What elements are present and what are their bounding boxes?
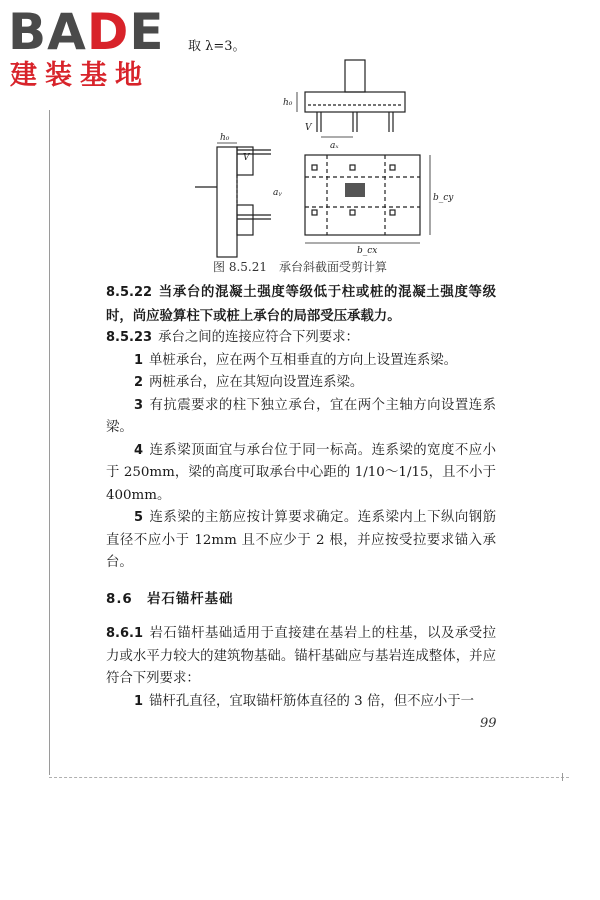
clause-8-5-23: 8.5.23 承台之间的连接应符合下列要求： xyxy=(106,330,359,345)
body-text xyxy=(106,281,496,713)
bottom-dashed-line xyxy=(49,777,569,778)
section-heading: 8.6 岩石锚杆基础 xyxy=(106,591,234,607)
label-bcx: b_cx xyxy=(357,246,378,256)
clause-8-6-1: 8.6.1 岩石锚杆基础适用于直接建在基岩上的柱基，以及承受拉力或水平力较大的建筑物基础。锚杆基础应与基岩连成整体，并应符合下列要求： xyxy=(106,626,496,686)
page-number: 99 xyxy=(480,716,497,731)
margin-line xyxy=(49,110,50,775)
label-v-left: V xyxy=(243,153,250,163)
figure-caption: 图 8.5.21 承台斜截面受剪计算 xyxy=(213,260,387,274)
label-ay: aᵧ xyxy=(273,188,282,198)
corner-tick xyxy=(562,773,563,781)
label-h0-left: h₀ xyxy=(220,133,230,143)
label-ax: aₓ xyxy=(330,141,339,151)
list-item: 5 连系梁的主筋应按计算要求确定。连系梁内上下纵向钢筋直径不应小于 12mm 且不应少于 2 根，并应按受拉要求锚入承台。 xyxy=(106,510,496,570)
list-item: 1 锚杆孔直径，宜取锚杆筋体直径的 3 倍，但不应小于一 xyxy=(134,693,475,709)
list-item: 3 有抗震要求的柱下独立承台，宜在两个主轴方向设置连系梁。 xyxy=(106,397,496,435)
list-item: 1 单桩承台，应在两个互相垂直的方向上设置连系梁。 xyxy=(134,352,458,368)
label-h0-top: h₀ xyxy=(283,98,293,108)
logo-wordmark: BADE xyxy=(8,3,165,61)
list-item: 2 两桩承台，应在其短向设置连系梁。 xyxy=(134,375,364,390)
bade-logo xyxy=(8,4,178,94)
list-item: 4 连系梁顶面宜与承台位于同一标高。连系梁的宽度不应小于 250mm，梁的高度可取承台中心距的 1/10～1/15，且不小于 400mm。 xyxy=(106,442,496,503)
pile-cap-shear-diagram xyxy=(175,55,454,256)
column-hatch xyxy=(345,183,365,197)
logo-subtitle: 建装基地 xyxy=(10,60,150,91)
clause-8-5-22: 8.5.22 当承台的混凝土强度等级低于柱或桩的混凝土强度等级时，尚应验算柱下或桩上承台的局部受压承载力。 xyxy=(106,284,496,324)
label-v-top: V xyxy=(305,123,312,133)
intro-line: 取 λ=3。 xyxy=(188,39,246,54)
label-bcy: b_cy xyxy=(433,193,454,203)
